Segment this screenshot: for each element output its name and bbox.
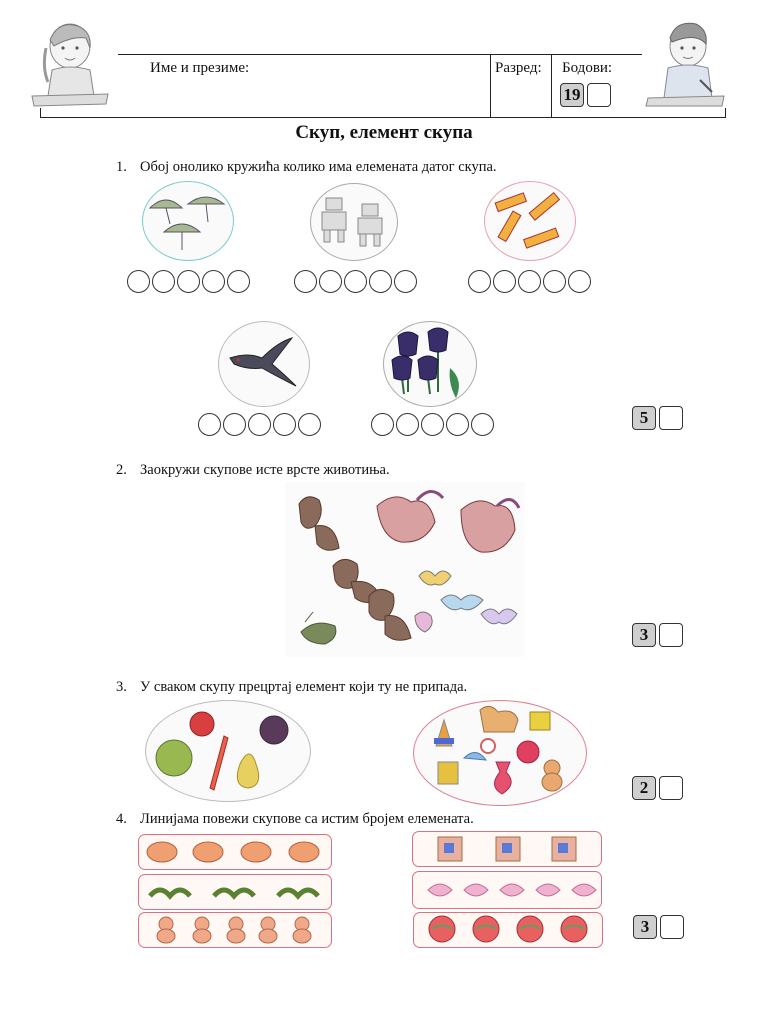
total-points-input[interactable] [587, 83, 611, 107]
set-swallow-circles [198, 413, 323, 436]
color-circle[interactable] [446, 413, 469, 436]
total-score [560, 83, 611, 107]
task-4-points: 3 [633, 915, 657, 939]
swallow-icon [228, 336, 298, 388]
total-points-value: 19 [560, 83, 584, 107]
color-circle[interactable] [223, 413, 246, 436]
color-circle[interactable] [152, 270, 175, 293]
color-circle[interactable] [394, 270, 417, 293]
task-1-points: 5 [632, 406, 656, 430]
color-circle[interactable] [369, 270, 392, 293]
fruits-picture [152, 706, 302, 794]
girl-illustration [28, 18, 112, 108]
task-1-instruction: 1. Обој онолико кружића колико има елемената датог скупа. [116, 159, 497, 175]
umbrella-icon [148, 190, 228, 254]
color-circle[interactable] [568, 270, 591, 293]
toys-picture [428, 702, 574, 798]
task-4-points-input[interactable] [660, 915, 684, 939]
color-circle[interactable] [319, 270, 342, 293]
robot-icon [318, 196, 390, 248]
page-title: Скуп, елемент скупа [295, 122, 473, 143]
task-3-points: 2 [632, 776, 656, 800]
tiger-icon [144, 838, 328, 866]
color-circle[interactable] [248, 413, 271, 436]
name-label: Име и презиме: [150, 60, 250, 76]
color-circle[interactable] [294, 270, 317, 293]
task-2-score [632, 623, 683, 647]
task-3-score [632, 776, 683, 800]
set-robots-circles [294, 270, 419, 293]
ball-icon [428, 914, 594, 944]
task-1-points-input[interactable] [659, 406, 683, 430]
grade-label: Разред: [495, 60, 542, 76]
task-3-instruction: 3. У сваком скупу прецртај елемент који ту не припада. [116, 679, 468, 695]
color-circle[interactable] [127, 270, 150, 293]
color-circle[interactable] [202, 270, 225, 293]
color-circle[interactable] [177, 270, 200, 293]
animals-picture [285, 482, 525, 657]
color-circle[interactable] [518, 270, 541, 293]
points-label: Бодови: [562, 60, 613, 76]
color-circle[interactable] [471, 413, 494, 436]
task-2-instruction: 2. Заокружи скупове исте врсте животиња. [116, 462, 390, 478]
task-2-points: 3 [632, 623, 656, 647]
set-tulips-circles [371, 413, 496, 436]
tulip-icon [390, 328, 468, 400]
teddy-bear-icon [148, 914, 328, 944]
color-circle[interactable] [421, 413, 444, 436]
color-circle[interactable] [493, 270, 516, 293]
set-candies-circles [468, 270, 593, 293]
task-1-score [632, 406, 683, 430]
task-3-points-input[interactable] [659, 776, 683, 800]
color-circle[interactable] [396, 413, 419, 436]
color-circle[interactable] [543, 270, 566, 293]
task-4-instruction: 4. Линијама повежи скупове са истим бројем елемената. [116, 811, 474, 827]
task-4-score [633, 915, 684, 939]
task-2-points-input[interactable] [659, 623, 683, 647]
candy-icon [490, 188, 568, 254]
set-umbrellas-circles [127, 270, 252, 293]
fish-icon [424, 874, 600, 904]
color-circle[interactable] [371, 413, 394, 436]
color-circle[interactable] [468, 270, 491, 293]
color-circle[interactable] [273, 413, 296, 436]
boy-illustration [640, 18, 730, 108]
color-circle[interactable] [344, 270, 367, 293]
color-circle[interactable] [198, 413, 221, 436]
abc-block-icon [436, 835, 586, 863]
color-circle[interactable] [298, 413, 321, 436]
color-circle[interactable] [227, 270, 250, 293]
caterpillar-icon [146, 878, 326, 906]
